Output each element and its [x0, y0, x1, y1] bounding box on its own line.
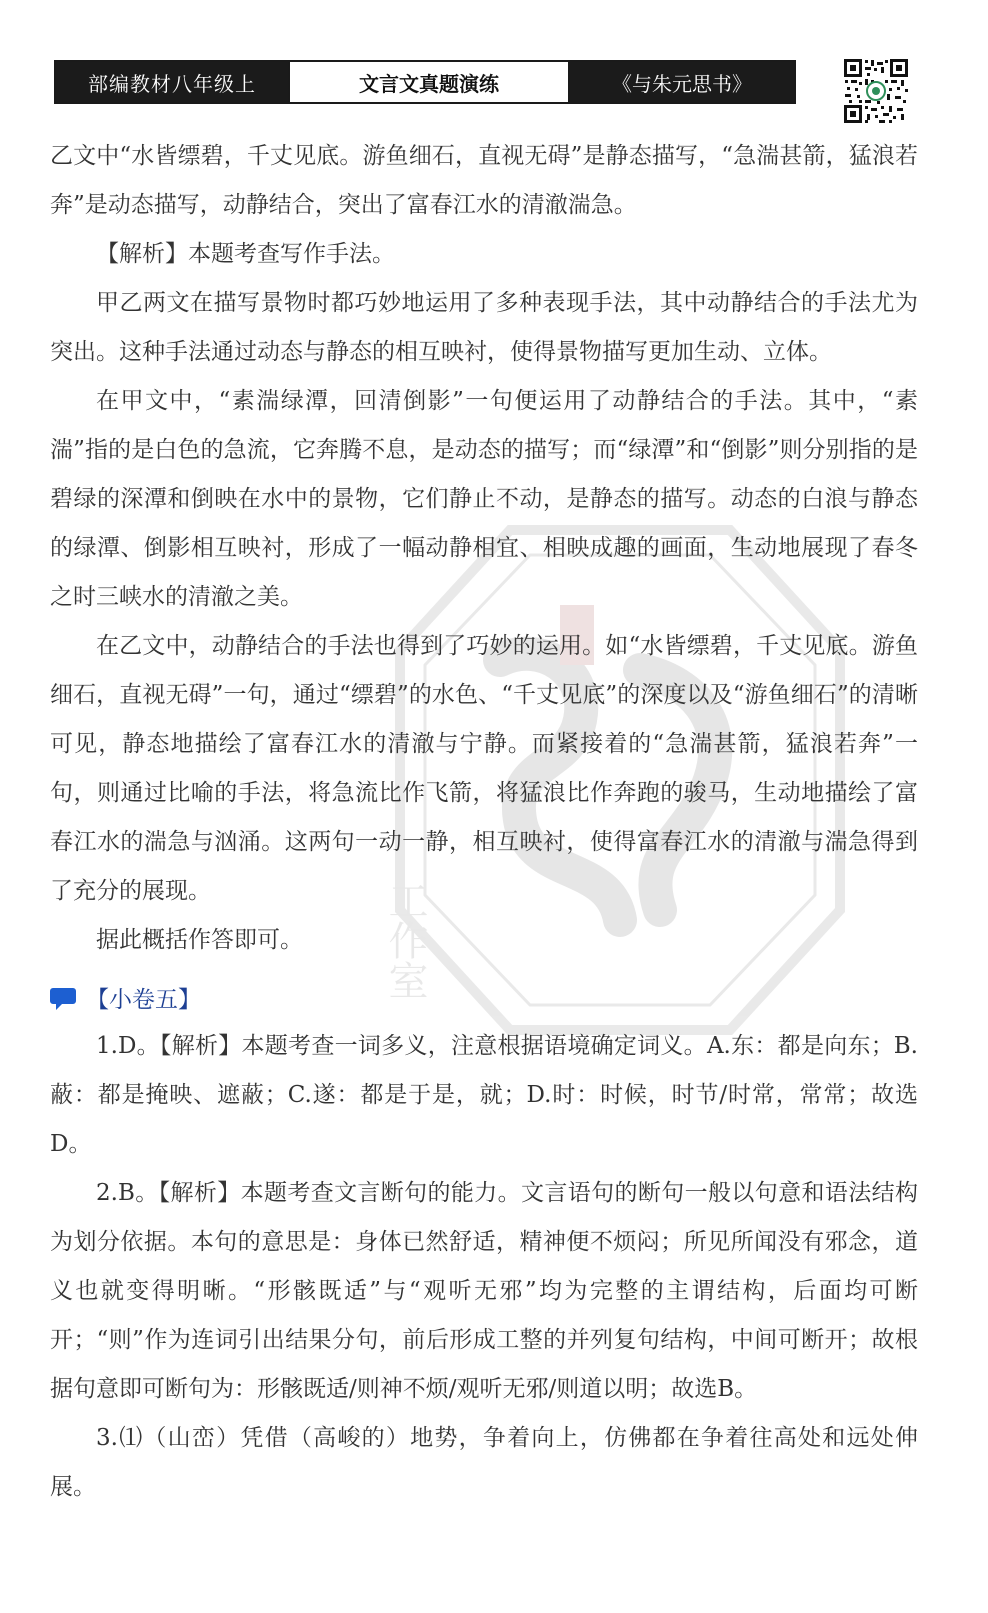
- answer-1: 1.D。【解析】本题考查一词多义，注意根据语境确定词义。A.东：都是向东；B.蔽：都是掩映、遮蔽；C.遂：都是于是，就；D.时：时候，时节/时常，常常；故选D。: [50, 1033, 918, 1157]
- document-body: [50, 132, 918, 1512]
- paragraph-analysis-intro: 【解析】本题考查写作手法。: [96, 241, 395, 267]
- header-textbook-label: 部编教材八年级上: [56, 62, 288, 102]
- header-bar: [54, 60, 796, 104]
- chat-bubble-icon: [50, 984, 78, 1012]
- paragraph-text-a: 在甲文中，“素湍绿潭，回清倒影”一句便运用了动静结合的手法。其中，“素湍”指的是白色的急流，它奔腾不息，是动态的描写；而“绿潭”和“倒影”则分别指的是碧绿的深潭和倒映在水中的景物，它们静止不动，是静态的描写。动态的白浪与静态的绿潭、倒影相互映衬，形成了一幅动静相宜、相映成趣的画面，生动地展现了春冬之时三峡水的清澈之美。: [50, 388, 918, 610]
- paragraph-text-b: 在乙文中，动静结合的手法也得到了巧妙的运用。如“水皆缥碧，千丈见底。游鱼细石，直视无碍”一句，通过“缥碧”的水色、“千丈见底”的深度以及“游鱼细石”的清晰可见，静态地描绘了富春江水的清澈与宁静。而紧接着的“急湍甚箭，猛浪若奔”一句，则通过比喻的手法，将急流比作飞箭，将猛浪比作奔跑的骏马，生动地描绘了富春江水的湍急与汹涌。这两句一动一静，相互映衬，使得富春江水的清澈与湍急得到了充分的展现。: [50, 633, 918, 904]
- answer-3: 3.⑴（山峦）凭借（高峻的）地势，争着向上，仿佛都在争着往高处和远处伸展。: [50, 1425, 918, 1500]
- answer-2: 2.B。【解析】本题考查文言断句的能力。文言语句的断句一般以句意和语法结构为划分依据。本句的意思是：身体已然舒适，精神便不烦闷；所见所闻没有邪念，道义也就变得明晰。“形骸既适”与“观听无邪”均为完整的主谓结构，后面均可断开；“则”作为连词引出结果分句，前后形成工整的并列复句结构，中间可断开；故根据句意即可断句为：形骸既适/则神不烦/观听无邪/则道以明；故选B。: [50, 1180, 918, 1402]
- header-lesson-title: 《与朱元思书》: [570, 62, 794, 102]
- header-topic-label: 文言文真题演练: [288, 62, 570, 102]
- watermark-text: 工作室: [382, 880, 428, 1000]
- section-title: 【小卷五】: [86, 987, 201, 1013]
- paragraph-continued: 乙文中“水皆缥碧，千丈见底。游鱼细石，直视无碍”是静态描写，“急湍甚箭，猛浪若奔”是动态描写，动静结合，突出了富春江水的清澈湍急。: [50, 143, 918, 218]
- paragraph-summary: 据此概括作答即可。: [96, 927, 303, 953]
- qr-code-icon: [843, 58, 909, 124]
- paragraph-technique: 甲乙两文在描写景物时都巧妙地运用了多种表现手法，其中动静结合的手法尤为突出。这种手法通过动态与静态的相互映衬，使得景物描写更加生动、立体。: [50, 290, 918, 365]
- section-header: [50, 973, 918, 1022]
